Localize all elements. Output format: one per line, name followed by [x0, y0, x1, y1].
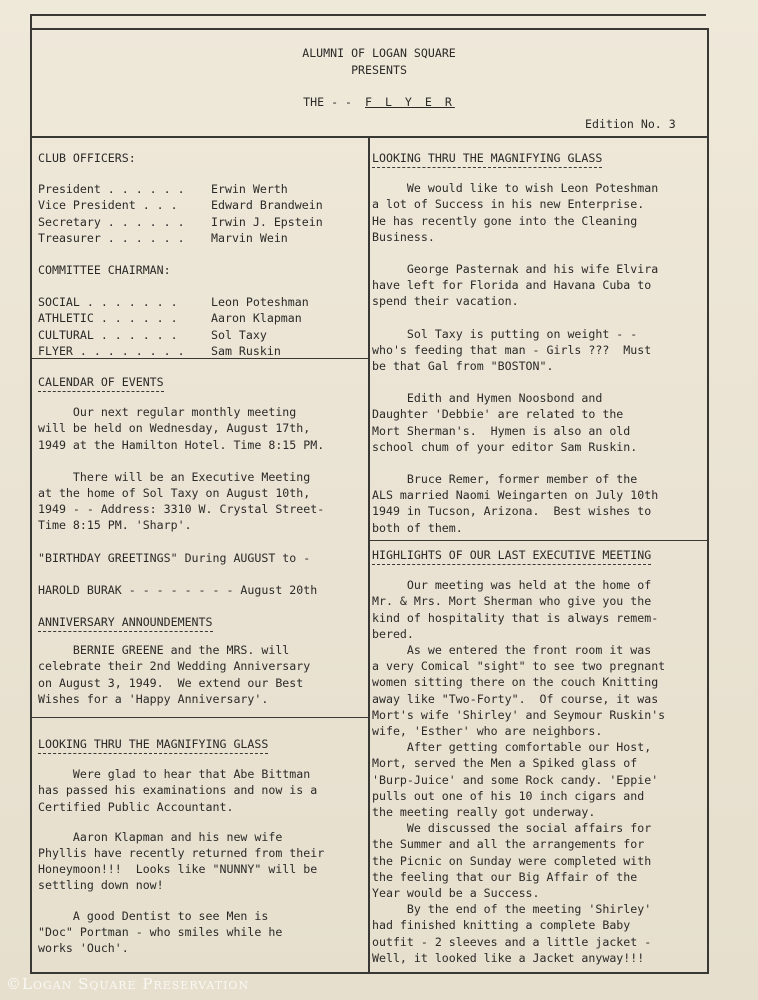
- text-line: He has recently gone into the Cleaning: [372, 213, 638, 228]
- text-line: ALS married Naomi Weingarten on July 10th: [372, 488, 659, 503]
- committee-row: [38, 327, 323, 343]
- text-line: Our next regular monthly meeting: [38, 405, 297, 420]
- committee-row-role: CULTURAL . . . . . .: [38, 327, 178, 342]
- calendar-heading: CALENDAR OF EVENTS: [38, 375, 164, 392]
- officer-row-role: Treasurer . . . . . .: [38, 230, 185, 245]
- text-line: Business.: [372, 229, 435, 244]
- text-line: Well, it looked like a Jacket anyway!!!: [372, 950, 645, 965]
- text-line: pulls out one of his 10 inch cigars and: [372, 788, 645, 803]
- text-line: BERNIE GREENE and the MRS. will: [38, 643, 290, 658]
- text-line: kind of hospitality that is always remem-: [372, 610, 659, 625]
- text-line: works 'Ouch'.: [38, 941, 129, 956]
- committee-list: [38, 294, 323, 359]
- text-line: Mort's wife 'Shirley' and Seymour Ruskin's: [372, 707, 666, 722]
- club-officers-heading: CLUB OFFICERS:: [38, 151, 136, 165]
- text-line: Daughter 'Debbie' are related to the: [372, 407, 624, 422]
- birthday-greetings: "BIRTHDAY GREETINGS" During AUGUST to -: [38, 550, 311, 565]
- text-line: By the end of the meeting 'Shirley': [372, 902, 652, 917]
- text-line: Edith and Hymen Noosbond and: [372, 391, 603, 406]
- text-line: who's feeding that man - Girls ??? Must: [372, 342, 652, 357]
- frame-left-rule: [30, 14, 32, 974]
- text-line: the Picnic on Sunday were completed with: [372, 853, 652, 868]
- text-line: Year would be a Success.: [372, 886, 540, 901]
- text-line: Sol Taxy is putting on weight - -: [372, 326, 638, 341]
- magnify-right-heading: LOOKING THRU THE MAGNIFYING GLASS: [372, 151, 602, 168]
- officer-row-name: Marvin Wein: [211, 230, 288, 245]
- officer-row: [38, 214, 323, 230]
- officer-row: [38, 181, 323, 197]
- committee-row-name: Sol Taxy: [211, 327, 267, 342]
- text-line: Mr. & Mrs. Mort Sherman who give you the: [372, 594, 652, 609]
- text-line: "Doc" Portman - who smiles while he: [38, 924, 283, 939]
- text-line: the meeting really got underway.: [372, 805, 596, 820]
- text-line: Phyllis have recently returned from their: [38, 846, 325, 861]
- committee-row: [38, 310, 323, 326]
- committee-row-name: Leon Poteshman: [211, 295, 309, 310]
- flyer-title-word: F L Y E R: [365, 95, 455, 109]
- text-line: Mort Sherman's. Hymen is also an old: [372, 423, 631, 438]
- text-line: the Summer and all the arrangements for: [372, 837, 645, 852]
- officer-row-role: Vice President . . .: [38, 198, 178, 213]
- text-line: have left for Florida and Havana Cuba to: [372, 278, 652, 293]
- text-line: We discussed the social affairs for: [372, 821, 652, 836]
- text-line: has passed his examinations and now is a: [38, 783, 318, 798]
- preservation-watermark: ©Logan Square Preservation: [6, 975, 250, 993]
- committee-row-name: Aaron Klapman: [211, 311, 302, 326]
- text-line: had finished knitting a complete Baby: [372, 918, 631, 933]
- committee-heading: COMMITTEE CHAIRMAN:: [38, 263, 171, 278]
- calendar-paragraph-1: [38, 404, 324, 453]
- text-line: spend their vacation.: [372, 294, 519, 309]
- header-top-rule: [30, 28, 708, 30]
- magnify-left-heading: LOOKING THRU THE MAGNIFYING GLASS: [38, 737, 268, 754]
- flyer-title-prefix: THE - -: [303, 95, 353, 109]
- text-line: 1949 at the Hamilton Hotel. Time 8:15 PM.: [38, 437, 325, 452]
- text-line: Wishes for a 'Happy Anniversary'.: [38, 691, 269, 706]
- header-line-1: ALUMNI OF LOGAN SQUARE: [302, 46, 456, 60]
- text-line: on August 3, 1949. We extend our Best: [38, 675, 304, 690]
- text-line: Aaron Klapman and his new wife: [38, 829, 283, 844]
- text-line: at the home of Sol Taxy on August 10th,: [38, 486, 311, 501]
- calendar-paragraph-2: [38, 469, 324, 534]
- text-line: Honeymoon!!! Looks like "NUNNY" will be: [38, 862, 318, 877]
- highlights-section: [372, 547, 665, 966]
- header-line-2: PRESENTS: [351, 63, 407, 77]
- text-line: celebrate their 2nd Wedding Anniversary: [38, 659, 311, 674]
- birthday-row: HAROLD BURAK - - - - - - - - August 20th: [38, 582, 318, 597]
- text-line: Our meeting was held at the home of: [372, 578, 652, 593]
- text-line: Bruce Remer, former member of the: [372, 472, 638, 487]
- right-section-rule-1: [368, 540, 708, 541]
- committee-row-name: Sam Ruskin: [211, 343, 281, 358]
- flyer-title: [0, 94, 758, 110]
- magnify-left-section: [38, 736, 324, 956]
- officer-row-name: Irwin J. Epstein: [211, 214, 323, 229]
- text-line: 1949 - - Address: 3310 W. Crystal Street-: [38, 502, 325, 517]
- text-line: both of them.: [372, 520, 463, 535]
- text-line: A good Dentist to see Men is: [38, 908, 269, 923]
- text-line: wife, 'Esther' who are neighbors.: [372, 724, 603, 739]
- text-line: will be held on Wednesday, August 17th,: [38, 421, 311, 436]
- bottom-rule: [30, 972, 708, 974]
- text-line: We would like to wish Leon Poteshman: [372, 181, 659, 196]
- highlights-heading: HIGHLIGHTS OF OUR LAST EXECUTIVE MEETING: [372, 548, 651, 565]
- officer-row: [38, 230, 323, 246]
- committee-row: [38, 343, 323, 359]
- frame-right-rule: [707, 28, 709, 974]
- left-section-rule-2: [30, 717, 369, 718]
- text-line: Mort, served the Men a Spiked glass of: [372, 756, 638, 771]
- text-line: outfit - 2 sleeves and a little jacket -: [372, 934, 652, 949]
- text-line: After getting comfortable our Host,: [372, 740, 652, 755]
- committee-row-role: ATHLETIC . . . . . .: [38, 311, 178, 326]
- anniversary-section: [38, 614, 310, 707]
- text-line: Certified Public Accountant.: [38, 799, 234, 814]
- text-line: a lot of Success in his new Enterprise.: [372, 197, 645, 212]
- text-line: Were glad to hear that Abe Bittman: [38, 767, 311, 782]
- edition-number: Edition No. 3: [585, 117, 676, 131]
- text-line: 1949 in Tucson, Arizona. Best wishes to: [372, 504, 652, 519]
- officer-row-role: Secretary . . . . . .: [38, 214, 185, 229]
- officer-row: [38, 197, 323, 213]
- top-rule: [30, 14, 706, 16]
- text-line: There will be an Executive Meeting: [38, 469, 311, 484]
- officer-row-name: Edward Brandwein: [211, 198, 323, 213]
- committee-row-role: FLYER . . . . . . . .: [38, 343, 185, 358]
- text-line: a very Comical "sight" to see two pregnant: [372, 659, 666, 674]
- text-line: school chum of your editor Sam Ruskin.: [372, 439, 638, 454]
- text-line: be that Gal from "BOSTON".: [372, 359, 554, 374]
- text-line: Time 8:15 PM. 'Sharp'.: [38, 518, 192, 533]
- calendar-section: [38, 374, 324, 598]
- magnify-right-section: [372, 150, 658, 536]
- anniversary-heading: ANNIVERSARY ANNOUNDEMENTS: [38, 615, 213, 632]
- committee-row: [38, 294, 323, 310]
- highlights-text: [372, 577, 665, 966]
- committee-row-role: SOCIAL . . . . . . .: [38, 295, 178, 310]
- text-line: As we entered the front room it was: [372, 643, 652, 658]
- text-line: settling down now!: [38, 878, 164, 893]
- text-line: bered.: [372, 626, 414, 641]
- text-line: women sitting there on the couch Knitting: [372, 675, 659, 690]
- officer-row-role: President . . . . . .: [38, 182, 185, 197]
- text-line: the feeling that our Big Affair of the: [372, 869, 638, 884]
- officer-row-name: Erwin Werth: [211, 182, 288, 197]
- text-line: George Pasternak and his wife Elvira: [372, 262, 659, 277]
- text-line: 'Burp-Juice' and some Rock candy. 'Eppie': [372, 772, 659, 787]
- officers-list: [38, 181, 323, 246]
- club-officers-section: [38, 150, 323, 359]
- column-divider: [368, 137, 370, 973]
- text-line: away like "Two-Forty". Of course, it was: [372, 691, 659, 706]
